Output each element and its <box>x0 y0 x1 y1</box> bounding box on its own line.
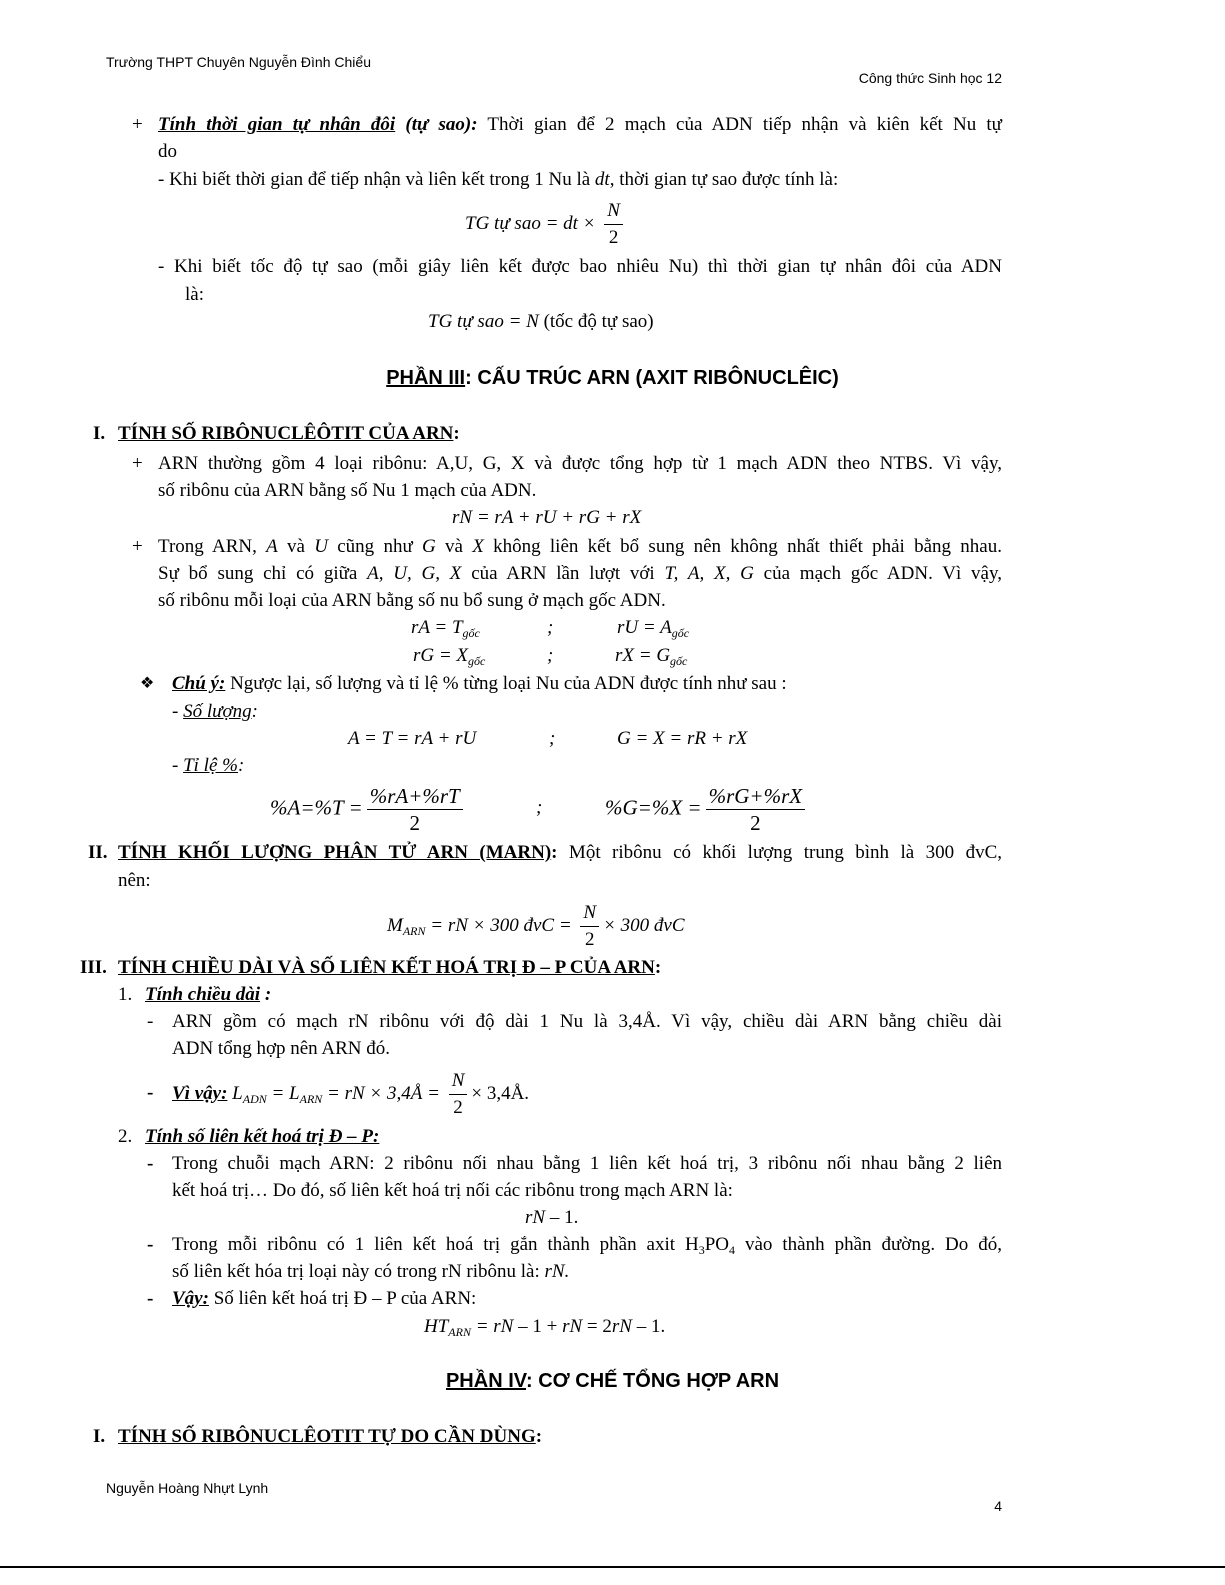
text-run: Số liên kết hoá trị Đ – P của ARN: <box>208 1288 477 1309</box>
fraction-denominator: 2 <box>750 811 761 835</box>
text-run: A = T = rA + rU <box>348 728 477 749</box>
section-number: I. <box>93 1426 106 1447</box>
text-run: Thời gian để 2 mạch của ADN tiếp nhận và kiên kết Nu tự <box>477 114 1002 135</box>
bullet-plus: + <box>132 114 143 135</box>
text-run: của mạch gốc ADN. Vì vậy, <box>753 563 1002 584</box>
section-title <box>118 842 1002 864</box>
paragraph-line <box>158 453 1002 475</box>
text-run: TÍNH CHIỀU DÀI VÀ SỐ LIÊN KẾT HOÁ TRỊ Đ – P CỦA ARN <box>118 957 655 978</box>
text-run: gốc <box>462 626 480 640</box>
page-number: 4 <box>994 1498 1002 1514</box>
formula-length <box>172 1068 529 1121</box>
text-run: rU = A <box>617 617 672 638</box>
text-run: TÍNH SỐ RIBÔNUCLÊOTIT TỰ DO CẦN DÙNG <box>118 1426 536 1447</box>
text-run: số ribônu của ARN bằng số Nu 1 mạch của ADN. <box>158 480 537 501</box>
text-run: ARN <box>448 1325 471 1339</box>
fraction-denominator: 2 <box>453 1097 463 1118</box>
fraction-denominator: 2 <box>584 929 595 950</box>
fraction <box>604 198 623 251</box>
text-run: PO <box>704 1234 730 1255</box>
paragraph-line <box>172 1038 390 1060</box>
text-run: G <box>422 536 436 557</box>
text-run: ARN thường gồm 4 loại ribônu: A,U, G, X và được tổng hợp từ 1 mạch ADN theo NTBS. Vì vậy, <box>158 453 1002 474</box>
text-run: × 300 đvC <box>603 914 685 936</box>
paragraph-line <box>172 1261 569 1283</box>
formula-bonds <box>525 1207 578 1229</box>
text-run: TG tự sao = N <box>428 311 539 332</box>
text-run: G = X = rR + rX <box>617 728 748 749</box>
formula-rx <box>615 645 687 672</box>
paragraph-line <box>158 590 666 612</box>
page-bottom-rule <box>0 1566 1225 1568</box>
text-run: A <box>266 536 278 557</box>
dash-bullet: - <box>147 1153 154 1174</box>
fraction-denominator: 2 <box>608 227 619 248</box>
subsection-title <box>145 984 271 1006</box>
formula-rn <box>452 507 641 529</box>
section-heading-part-3 <box>0 366 1225 390</box>
formula-at <box>348 728 476 750</box>
formula-ru <box>617 617 689 644</box>
formula-ht <box>424 1316 665 1343</box>
paragraph-line <box>158 256 1002 278</box>
text-run: Trong ARN, <box>158 536 267 557</box>
fraction-numerator: %rG+%rX <box>706 783 806 810</box>
paragraph-line <box>158 536 1002 558</box>
text-run: - <box>172 755 184 776</box>
text-run: × 3,4Å. <box>471 1082 530 1104</box>
paragraph-line <box>158 563 1002 585</box>
note-line <box>172 673 787 695</box>
text-run: : <box>453 423 460 444</box>
paragraph-line <box>172 1153 1002 1175</box>
section-number: II. <box>88 842 108 863</box>
fraction <box>580 900 599 953</box>
formula-rg <box>413 645 485 672</box>
header-subject: Công thức Sinh học 12 <box>858 70 1002 86</box>
fraction-numerator: N <box>604 198 623 225</box>
paragraph-line <box>185 284 204 306</box>
separator: ; <box>547 645 554 666</box>
paragraph-line <box>172 1288 476 1310</box>
section-number: I. <box>93 423 106 444</box>
text-run: (tự sao): <box>395 114 478 135</box>
text-run: U <box>314 536 328 557</box>
dash-bullet: - <box>147 1011 154 1032</box>
formula-percent-at <box>270 783 467 836</box>
text-run: gốc <box>468 654 486 668</box>
text-run: Một ribônu có khối lượng trung bình là 300 đvC, <box>557 842 1002 863</box>
text-run: Tính thời gian tự nhân đôi <box>158 114 396 135</box>
text-run: ARN <box>402 923 426 938</box>
text-run: ARN gồm có mạch rN ribônu với độ dài 1 Nu là 3,4Å. Vì vậy, chiều dài ARN bằng chiều dài <box>172 1011 1002 1032</box>
formula-percent-gx <box>605 783 809 836</box>
text-run: = 2 <box>582 1316 612 1337</box>
formula-gx <box>617 728 747 750</box>
text-run: rN <box>562 1316 583 1337</box>
text-run: Chú ý: <box>172 673 226 694</box>
text-run: : CẤU TRÚC ARN (AXIT RIBÔNUCLÊIC) <box>465 367 839 389</box>
text-run: ADN tổng hợp nên ARN đó. <box>172 1038 390 1059</box>
text-run: = rN <box>470 1316 514 1337</box>
fraction <box>706 783 806 836</box>
text-run: Trong mỗi ribônu có 1 liên kết hoá trị gắn thành phần axit H <box>172 1234 699 1255</box>
text-run: – 1 + <box>513 1316 563 1337</box>
text-run: – 1. <box>545 1207 579 1228</box>
section-heading-part-4 <box>0 1369 1225 1393</box>
section-number: III. <box>80 957 107 978</box>
text-run: - Khi biết tốc độ tự sao (mỗi giây liên kết được bao nhiêu Nu) thì thời gian tự nhân đôi của ADN <box>158 256 1002 277</box>
text-run: TÍNH SỐ RIBÔNUCLÊÔTIT CỦA ARN <box>118 423 454 444</box>
text-run: rN <box>525 1207 546 1228</box>
subsection-title <box>145 1126 379 1148</box>
text-run: M <box>387 914 403 936</box>
section-title <box>118 1426 542 1448</box>
text-run: rA = T <box>411 617 463 638</box>
text-run: và <box>435 536 473 557</box>
text-run: = rN × 300 đvC = <box>425 914 577 936</box>
separator: ; <box>547 617 554 638</box>
text-run: : <box>535 1426 543 1447</box>
text-run: Trong chuỗi mạch ARN: 2 ribônu nối nhau bằng 1 liên kết hoá trị, 3 ribônu nối nhau bằng 2 liên <box>172 1153 1002 1174</box>
fraction-numerator: N <box>580 900 599 927</box>
formula-ra <box>411 617 480 644</box>
text-run: là: <box>185 284 204 305</box>
text-run: nên: <box>118 870 151 891</box>
text-run: - Khi biết thời gian để tiếp nhận và liên kết trong 1 Nu là <box>158 169 595 190</box>
text-run: Ngược lại, số lượng và tỉ lệ % từng loại Nu của ADN được tính như sau : <box>225 673 787 694</box>
text-run: do <box>158 141 177 162</box>
text-run: số ribônu mỗi loại của ARN bằng số nu bổ sung ở mạch gốc ADN. <box>158 590 666 611</box>
text-run: rN <box>611 1316 632 1337</box>
text-run: gốc <box>670 654 688 668</box>
formula-replication-time <box>465 198 627 251</box>
dash-bullet: - <box>147 1288 154 1309</box>
text-run: dt <box>594 169 610 190</box>
text-run: của ARN lần lượt với <box>461 563 665 584</box>
text-run: Số lượng <box>183 701 252 722</box>
text-run: 3 <box>698 1243 705 1257</box>
text-run: PHẦN IV <box>445 1370 526 1392</box>
text-run: 4 <box>729 1243 736 1257</box>
text-run: : <box>654 957 662 978</box>
fraction-denominator: 2 <box>409 811 420 835</box>
formula-replication-speed <box>428 311 654 333</box>
paragraph-line <box>158 114 1002 136</box>
bullet-plus: + <box>132 536 143 557</box>
text-run: : <box>551 842 558 863</box>
text-run: PHẦN III <box>386 367 466 389</box>
section-title <box>118 957 661 979</box>
text-run: T, A, X, G <box>664 563 754 584</box>
text-run: vào thành phần đường. Do đó, <box>735 1234 1002 1255</box>
text-run: Sự bổ sung chỉ có giữa <box>158 563 368 584</box>
text-run: = rN × 3,4Å = <box>322 1082 445 1104</box>
paragraph-line <box>158 169 838 191</box>
subheading-percent <box>172 755 244 777</box>
text-run: : <box>260 984 272 1005</box>
paragraph-line <box>118 870 151 892</box>
separator: ; <box>536 797 543 818</box>
footer-author: Nguyễn Hoàng Nhựt Lynh <box>106 1480 269 1496</box>
text-run: gốc <box>671 626 690 640</box>
text-run: : <box>237 755 245 776</box>
paragraph-line <box>158 141 177 163</box>
text-run: Tính chiều dài <box>145 984 261 1005</box>
header-school: Trường THPT Chuyên Nguyễn Đình Chiểu <box>106 54 371 70</box>
text-run: (tốc độ tự sao) <box>538 311 654 332</box>
text-run: TG tự sao = dt × <box>465 212 601 234</box>
text-run: rN = rA + rU + rG + rX <box>452 507 642 528</box>
text-run: : <box>251 701 258 722</box>
text-run: số liên kết hóa trị loại này có trong rN ribônu là: <box>172 1261 545 1282</box>
section-title <box>118 423 460 445</box>
paragraph-line <box>172 1234 1002 1261</box>
text-run: L <box>227 1082 243 1104</box>
formula-mass <box>387 900 685 953</box>
text-run: HT <box>424 1316 449 1337</box>
bullet-plus: + <box>132 453 143 474</box>
dash-bullet: - <box>147 1234 154 1255</box>
text-run: rG = X <box>413 645 469 666</box>
text-run: cũng như <box>327 536 423 557</box>
text-run: %A=%T = <box>270 795 363 820</box>
text-run: %G=%X = <box>605 795 702 820</box>
text-run: Tỉ lệ % <box>183 755 238 776</box>
text-run: X <box>472 536 484 557</box>
text-run: rN. <box>544 1261 570 1282</box>
text-run: không liên kết bổ sung nên không nhất thiết phải bằng nhau. <box>483 536 1002 557</box>
text-run: - <box>172 701 184 722</box>
fraction <box>449 1068 468 1121</box>
text-run: Vậy: <box>172 1288 209 1309</box>
text-run: kết hoá trị… Do đó, số liên kết hoá trị nối các ribônu trong mạch ARN là: <box>172 1180 733 1201</box>
text-run: TÍNH KHỐI LƯỢNG PHÂN TỬ ARN (MARN) <box>118 842 552 863</box>
subsection-number: 1. <box>118 984 133 1005</box>
text-run: Tính số liên kết hoá trị Đ – P: <box>145 1126 380 1147</box>
paragraph-line <box>158 480 536 502</box>
paragraph-line <box>172 1011 1002 1033</box>
text-run: ADN <box>242 1091 267 1106</box>
subsection-number: 2. <box>118 1126 133 1147</box>
text-run: ARN <box>299 1091 323 1106</box>
subheading-quantity <box>172 701 258 723</box>
diamond-bullet-icon: ❖ <box>140 675 155 692</box>
text-run: rX = G <box>615 645 671 666</box>
text-run: và <box>277 536 315 557</box>
text-run: : CƠ CHẾ TỔNG HỢP ARN <box>526 1370 780 1392</box>
fraction-numerator: %rA+%rT <box>367 783 463 810</box>
fraction <box>367 783 463 836</box>
paragraph-line <box>172 1180 733 1202</box>
fraction-numerator: N <box>449 1068 468 1095</box>
text-run: Vì vậy: <box>172 1082 228 1104</box>
dash-bullet: - <box>147 1082 154 1103</box>
separator: ; <box>549 728 556 749</box>
text-run: , thời gian tự sao được tính là: <box>609 169 839 190</box>
text-run: – 1. <box>631 1316 666 1337</box>
text-run: A, U, G, X <box>367 563 462 584</box>
text-run: = L <box>266 1082 300 1104</box>
